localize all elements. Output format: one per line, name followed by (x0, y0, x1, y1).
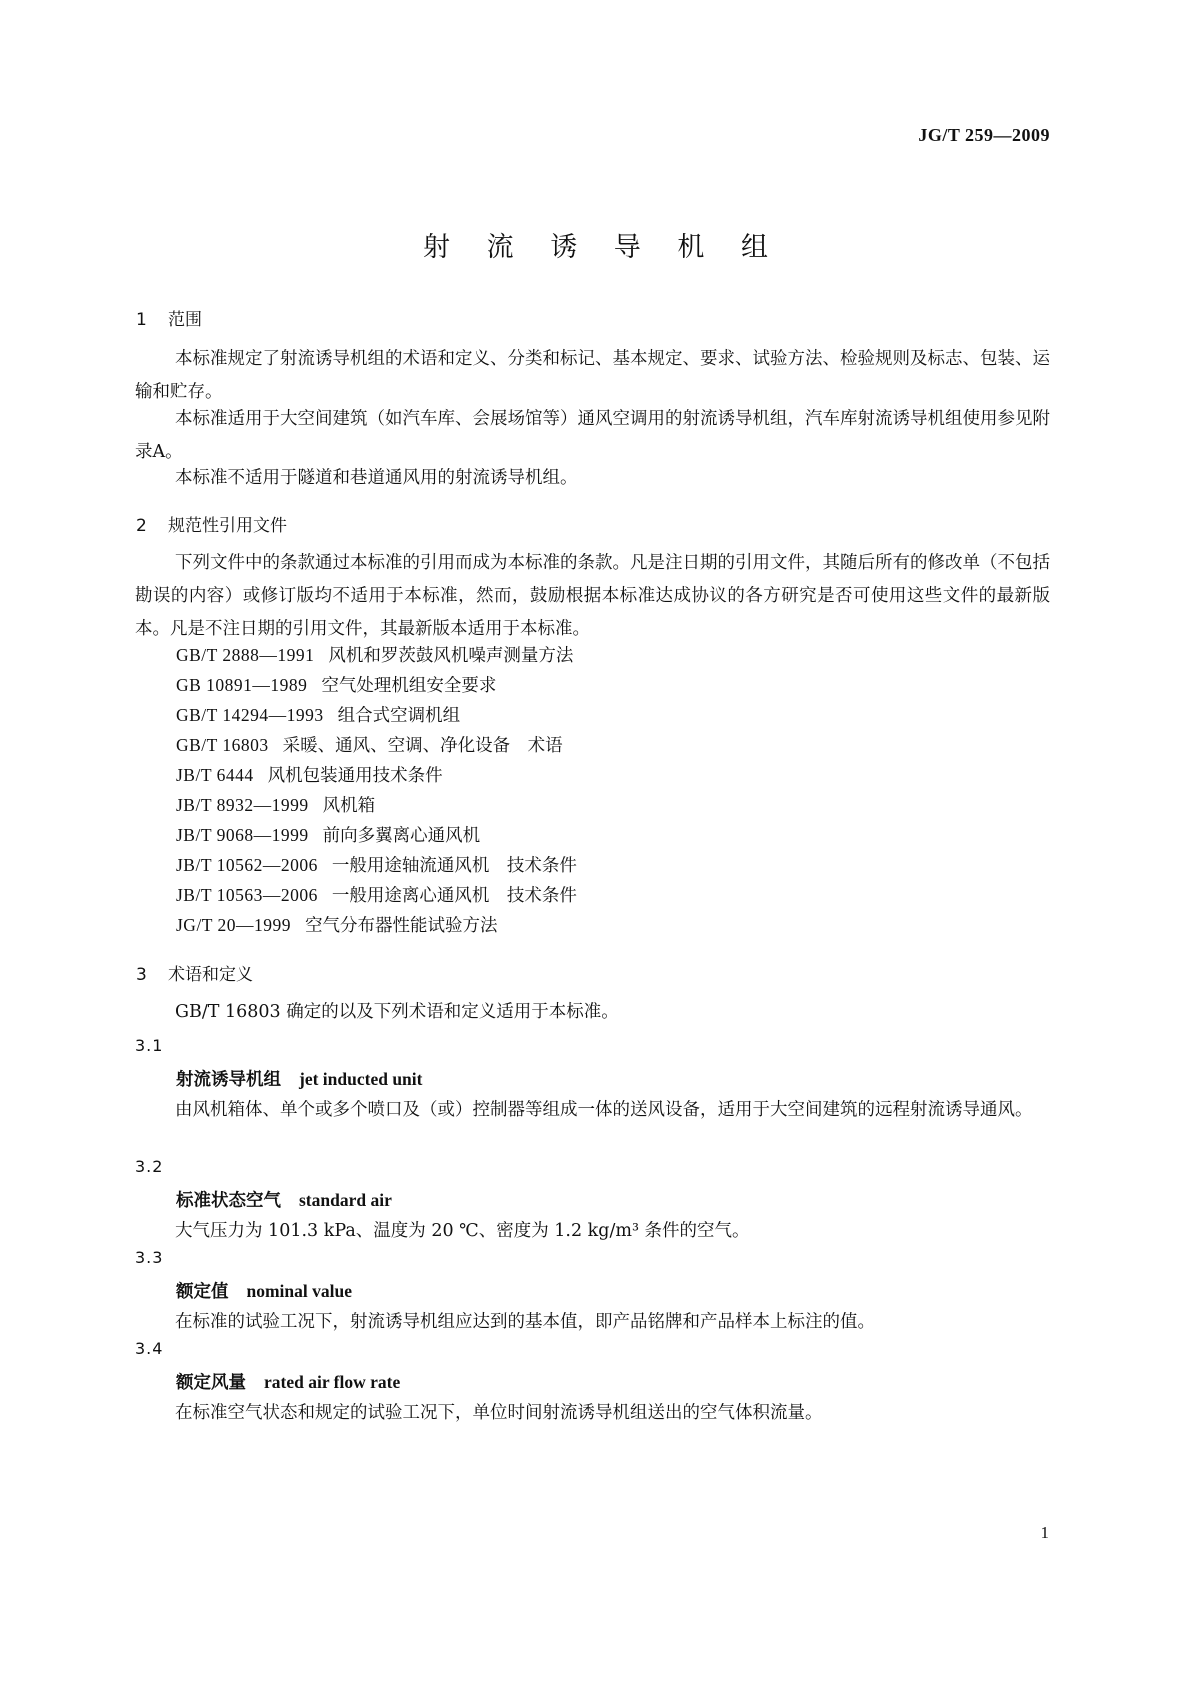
reference-title: 一般用途离心通风机 技术条件 (331, 886, 577, 906)
reference-title: 风机箱 (322, 796, 376, 816)
page-number: 1 (1040, 1523, 1049, 1542)
reference-item (176, 852, 577, 877)
term-definition: 由风机箱体、单个或多个喷口及（或）控制器等组成一体的送风设备，适用于大空间建筑的远程射流诱导通风。 (175, 1100, 1033, 1120)
reference-code: JB/T 6444 (176, 765, 254, 785)
clause-number: 3.4 (135, 1339, 164, 1358)
reference-item (176, 822, 480, 847)
reference-title: 前向多翼离心通风机 (322, 826, 481, 846)
section-title: 范围 (168, 310, 202, 330)
reference-code: GB/T 16803 (176, 735, 269, 755)
term-zh: 射流诱导机组 (176, 1070, 281, 1090)
reference-code: JB/T 9068—1999 (176, 825, 309, 845)
term-heading (176, 1066, 422, 1091)
paragraph: GB/T 16803 确定的以及下列术语和定义适用于本标准。 (175, 1002, 619, 1022)
reference-title: 组合式空调机组 (337, 706, 461, 726)
reference-item (176, 762, 443, 787)
term-en: nominal value (246, 1281, 353, 1301)
reference-code: JB/T 10562—2006 (176, 855, 318, 875)
reference-code: GB/T 2888—1991 (176, 645, 315, 665)
document-title: 射 流 诱 导 机 组 (423, 232, 782, 263)
reference-item (176, 792, 375, 817)
section-3-heading (136, 960, 253, 985)
paragraph: 本标准规定了射流诱导机组的术语和定义、分类和标记、基本规定、要求、试验方法、检验规则及标志、包装、运输和贮存。 (135, 349, 1050, 402)
reference-item (176, 882, 577, 907)
reference-code: JB/T 8932—1999 (176, 795, 309, 815)
reference-title: 风机和罗茨鼓风机噪声测量方法 (328, 646, 574, 666)
term-zh: 额定风量 (176, 1373, 246, 1393)
section-2-heading (136, 511, 287, 536)
reference-code: JB/T 10563—2006 (176, 885, 318, 905)
section-1-heading (136, 305, 202, 330)
standard-code: JG/T 259—2009 (918, 125, 1050, 145)
paragraph: 下列文件中的条款通过本标准的引用而成为本标准的条款。凡是注日期的引用文件，其随后所有的修改单（不包括勘误的内容）或修订版均不适用于本标准，然而，鼓励根据本标准达成协议的各方研究是否可使用这些文件的最新版本。凡是不注日期的引用文件，其最新版本适用于本标准。 (135, 553, 1050, 639)
paragraph: 本标准不适用于隧道和巷道通风用的射流诱导机组。 (175, 468, 578, 488)
section-title: 术语和定义 (168, 965, 253, 985)
clause-number: 3.2 (135, 1157, 164, 1176)
term-definition: 在标准的试验工况下，射流诱导机组应达到的基本值，即产品铭牌和产品样本上标注的值。 (175, 1312, 875, 1332)
term-heading (176, 1369, 400, 1394)
reference-title: 一般用途轴流通风机 技术条件 (331, 856, 577, 876)
reference-title: 空气处理机组安全要求 (321, 676, 497, 696)
reference-code: JG/T 20—1999 (176, 915, 292, 935)
reference-title: 空气分布器性能试验方法 (305, 916, 498, 936)
reference-item (176, 702, 460, 727)
section-number: 3 (136, 965, 147, 985)
reference-code: GB 10891—1989 (176, 675, 308, 695)
term-en: rated air flow rate (264, 1372, 401, 1392)
reference-title: 采暖、通风、空调、净化设备 术语 (282, 736, 563, 756)
term-zh: 额定值 (176, 1282, 229, 1302)
clause-number: 3.1 (135, 1036, 164, 1055)
paragraph: 本标准适用于大空间建筑（如汽车库、会展场馆等）通风空调用的射流诱导机组，汽车库射流诱导机组使用参见附录A。 (135, 409, 1050, 462)
clause-number: 3.3 (135, 1248, 164, 1267)
section-number: 2 (136, 516, 147, 536)
reference-item (176, 642, 573, 667)
reference-item (176, 672, 496, 697)
term-en: standard air (299, 1190, 392, 1210)
term-definition: 在标准空气状态和规定的试验工况下，单位时间射流诱导机组送出的空气体积流量。 (175, 1403, 823, 1423)
term-zh: 标准状态空气 (176, 1191, 281, 1211)
term-en: jet inducted unit (299, 1069, 423, 1089)
reference-title: 风机包装通用技术条件 (267, 766, 443, 786)
term-heading (176, 1278, 352, 1303)
reference-item (176, 732, 563, 757)
reference-item (176, 912, 498, 937)
reference-code: GB/T 14294—1993 (176, 705, 324, 725)
term-heading (176, 1187, 392, 1212)
section-number: 1 (136, 310, 147, 330)
section-title: 规范性引用文件 (168, 516, 287, 536)
term-definition: 大气压力为 101.3 kPa、温度为 20 ℃、密度为 1.2 kg/m³ 条件的空气。 (175, 1221, 750, 1241)
